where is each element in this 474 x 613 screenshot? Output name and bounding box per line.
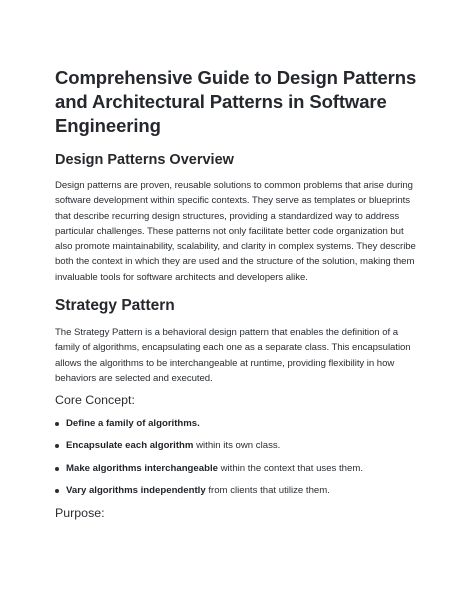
list-item bbox=[55, 435, 421, 457]
section-paragraph-design-patterns-overview: Design patterns are proven, reusable solutions to common problems that arise during software development within specific contexts. They serve as templates or blueprints that describe recurring design structures, providing a standardized way to address particular challenges. These patterns not only facilitate better code organization but also promote maintainability, scalability, and clarity in complex systems. They describe both the context in which they are used and the structure of the solution, making them invaluable tools for software architects and developers alike. bbox=[55, 180, 416, 283]
core-concept-list bbox=[55, 413, 421, 502]
list-item bbox=[55, 458, 421, 480]
bullet-dot-icon bbox=[55, 422, 59, 426]
section-paragraph-strategy-pattern: The Strategy Pattern is a behavioral design pattern that enables the definition of a family of algorithms, encapsulating each one as a separate class. This encapsulation allows the algorithms to be interchangeable at runtime, providing flexibility in how behaviors are selected and executed. bbox=[55, 327, 411, 384]
list-item-bold: Vary algorithms independently bbox=[66, 484, 206, 496]
document-page bbox=[55, 66, 421, 521]
list-item-bold: Encapsulate each algorithm bbox=[66, 440, 194, 452]
section-heading-design-patterns-overview: Design Patterns Overview bbox=[55, 152, 234, 168]
section-heading-strategy-pattern: Strategy Pattern bbox=[55, 297, 175, 315]
list-item-text: within the context that uses them. bbox=[217, 462, 364, 474]
core-concept-heading: Core Concept: bbox=[55, 393, 135, 408]
list-item bbox=[55, 480, 421, 502]
list-item-bold: Make algorithms interchangeable bbox=[66, 462, 218, 474]
bullet-dot-icon bbox=[55, 467, 59, 471]
list-item bbox=[55, 413, 421, 435]
list-item-text: within its own class. bbox=[193, 440, 281, 452]
bullet-dot-icon bbox=[55, 444, 59, 448]
list-item-bold: Define a family of algorithms. bbox=[66, 418, 200, 430]
bullet-dot-icon bbox=[55, 489, 59, 493]
purpose-heading: Purpose: bbox=[55, 506, 105, 521]
document-title: Comprehensive Guide to Design Patterns and Architectural Patterns in Software Engineering bbox=[55, 67, 417, 136]
list-item-text: from clients that utilize them. bbox=[205, 484, 330, 496]
